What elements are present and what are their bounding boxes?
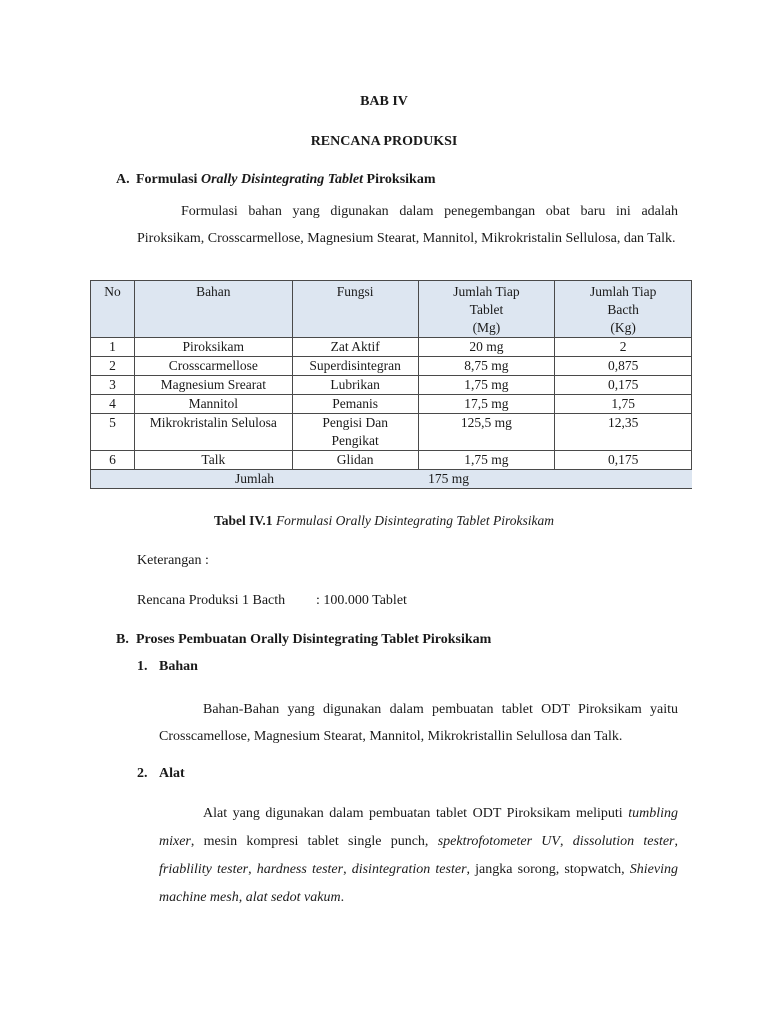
cell-jumlah-bacth: 1,75 — [555, 395, 692, 414]
section-a-paragraph — [137, 198, 678, 252]
subsection-bahan-title: Bahan — [159, 659, 198, 674]
cell-bahan: Crosscarmellose — [134, 357, 292, 376]
subsection-bahan-paragraph — [159, 696, 678, 750]
table-row — [91, 376, 692, 395]
section-b-heading — [116, 632, 491, 648]
alat-italic-4: friablility tester — [159, 862, 249, 877]
header-jumlah-bacth: Jumlah Tiap Bacth (Kg) — [555, 281, 692, 338]
alat-italic-1: tumbling mixer — [159, 806, 678, 849]
formulation-table — [90, 280, 692, 489]
total-label: Jumlah — [91, 470, 419, 489]
chapter-label: BAB IV — [360, 94, 408, 109]
cell-jumlah-tablet: 17,5 mg — [418, 395, 555, 414]
cell-no: 3 — [91, 376, 135, 395]
table-caption — [0, 513, 768, 529]
section-b-title: Proses Pembuatan Orally Disintegrating Tablet Piroksikam — [136, 632, 492, 647]
cell-bahan: Mikrokristalin Selulosa — [134, 414, 292, 451]
cell-fungsi: Superdisintegran — [292, 357, 418, 376]
section-a-paragraph-text: Formulasi bahan yang digunakan dalam penegembangan obat baru ini adalah Piroksikam, Crosscarmellose, Magnesium Stearat, Mannitol, Mikrokristalin Sellulosa, dan Talk. — [137, 204, 678, 246]
caption-text: Formulasi Orally Disintegrating Tablet Piroksikam — [272, 513, 554, 528]
alat-italic-2: spektrofotometer UV — [437, 834, 560, 849]
section-a-title-post: Piroksikam — [363, 172, 436, 187]
table-row — [91, 338, 692, 357]
cell-bahan: Talk — [134, 451, 292, 470]
cell-fungsi: Glidan — [292, 451, 418, 470]
cell-bahan: Piroksikam — [134, 338, 292, 357]
section-a-title-pre: Formulasi — [136, 172, 201, 187]
table-header-row — [91, 281, 692, 338]
subsection-bahan-number: 1. — [137, 659, 148, 674]
cell-jumlah-tablet: 1,75 mg — [418, 451, 555, 470]
cell-no: 1 — [91, 338, 135, 357]
cell-bahan: Magnesium Srearat — [134, 376, 292, 395]
table-row — [91, 414, 692, 451]
cell-fungsi: Pemanis — [292, 395, 418, 414]
table-total-row — [91, 470, 692, 489]
cell-fungsi: Lubrikan — [292, 376, 418, 395]
section-b-letter: B. — [116, 632, 129, 647]
alat-italic-5: hardness tester — [256, 862, 344, 877]
alat-text-2: , mesin kompresi tablet single punch, — [190, 834, 438, 849]
alat-text-5: , — [248, 862, 257, 877]
cell-bahan: Mannitol — [134, 395, 292, 414]
table-row — [91, 395, 692, 414]
cell-fungsi: Zat Aktif — [292, 338, 418, 357]
section-a-heading — [116, 172, 436, 188]
alat-italic-3: dissolution tester — [572, 834, 675, 849]
header-no: No — [91, 281, 135, 338]
total-value: 175 mg — [418, 470, 691, 489]
cell-fungsi: Pengisi Dan Pengikat — [292, 414, 418, 451]
alat-text-7: , jangka sorong, stopwatch, — [466, 862, 630, 877]
cell-jumlah-bacth: 0,875 — [555, 357, 692, 376]
chapter-title: RENCANA PRODUKSI — [310, 134, 458, 149]
subsection-bahan-text: Bahan-Bahan yang digunakan dalam pembuatan tablet ODT Piroksikam yaitu Crosscamellose, Magnesium Stearat, Mannitol, Mikrokristallin Selullosa dan Talk. — [159, 702, 678, 744]
subsection-alat-number: 2. — [137, 766, 148, 781]
alat-italic-7: Shieving machine mesh, alat sedot vakum — [159, 862, 678, 905]
alat-text-1: Alat yang digunakan dalam pembuatan tablet ODT Piroksikam meliputi — [203, 806, 629, 821]
alat-italic-6: disintegration tester — [351, 862, 467, 877]
section-a-letter: A. — [116, 172, 130, 187]
keterangan-item-label: Rencana Produksi 1 Bacth — [137, 593, 286, 608]
alat-text-8: . — [340, 890, 345, 905]
cell-jumlah-bacth: 2 — [555, 338, 692, 357]
section-a-title-italic: Orally Disintegrating Tablet — [200, 172, 364, 187]
subsection-alat-paragraph — [159, 800, 678, 912]
cell-jumlah-tablet: 20 mg — [418, 338, 555, 357]
cell-jumlah-bacth: 0,175 — [555, 451, 692, 470]
cell-jumlah-bacth: 0,175 — [555, 376, 692, 395]
cell-no: 2 — [91, 357, 135, 376]
subsection-bahan-heading — [137, 659, 198, 675]
cell-jumlah-tablet: 1,75 mg — [418, 376, 555, 395]
table-row — [91, 357, 692, 376]
subsection-alat-title: Alat — [159, 766, 185, 781]
alat-text-3: , — [559, 834, 573, 849]
header-jumlah-tablet: Jumlah Tiap Tablet (Mg) — [418, 281, 555, 338]
cell-jumlah-tablet: 8,75 mg — [418, 357, 555, 376]
caption-label: Tabel IV.1 — [214, 513, 273, 528]
header-fungsi: Fungsi — [292, 281, 418, 338]
keterangan-item — [137, 593, 407, 609]
table-row — [91, 451, 692, 470]
alat-text-4: , — [674, 834, 679, 849]
keterangan-item-value: : 100.000 Tablet — [316, 593, 407, 608]
alat-text-6: , — [343, 862, 352, 877]
cell-no: 6 — [91, 451, 135, 470]
cell-jumlah-bacth: 12,35 — [555, 414, 692, 451]
cell-no: 4 — [91, 395, 135, 414]
keterangan-label: Keterangan : — [137, 553, 209, 568]
cell-jumlah-tablet: 125,5 mg — [418, 414, 555, 451]
subsection-alat-heading — [137, 766, 185, 782]
cell-no: 5 — [91, 414, 135, 451]
header-bahan: Bahan — [134, 281, 292, 338]
